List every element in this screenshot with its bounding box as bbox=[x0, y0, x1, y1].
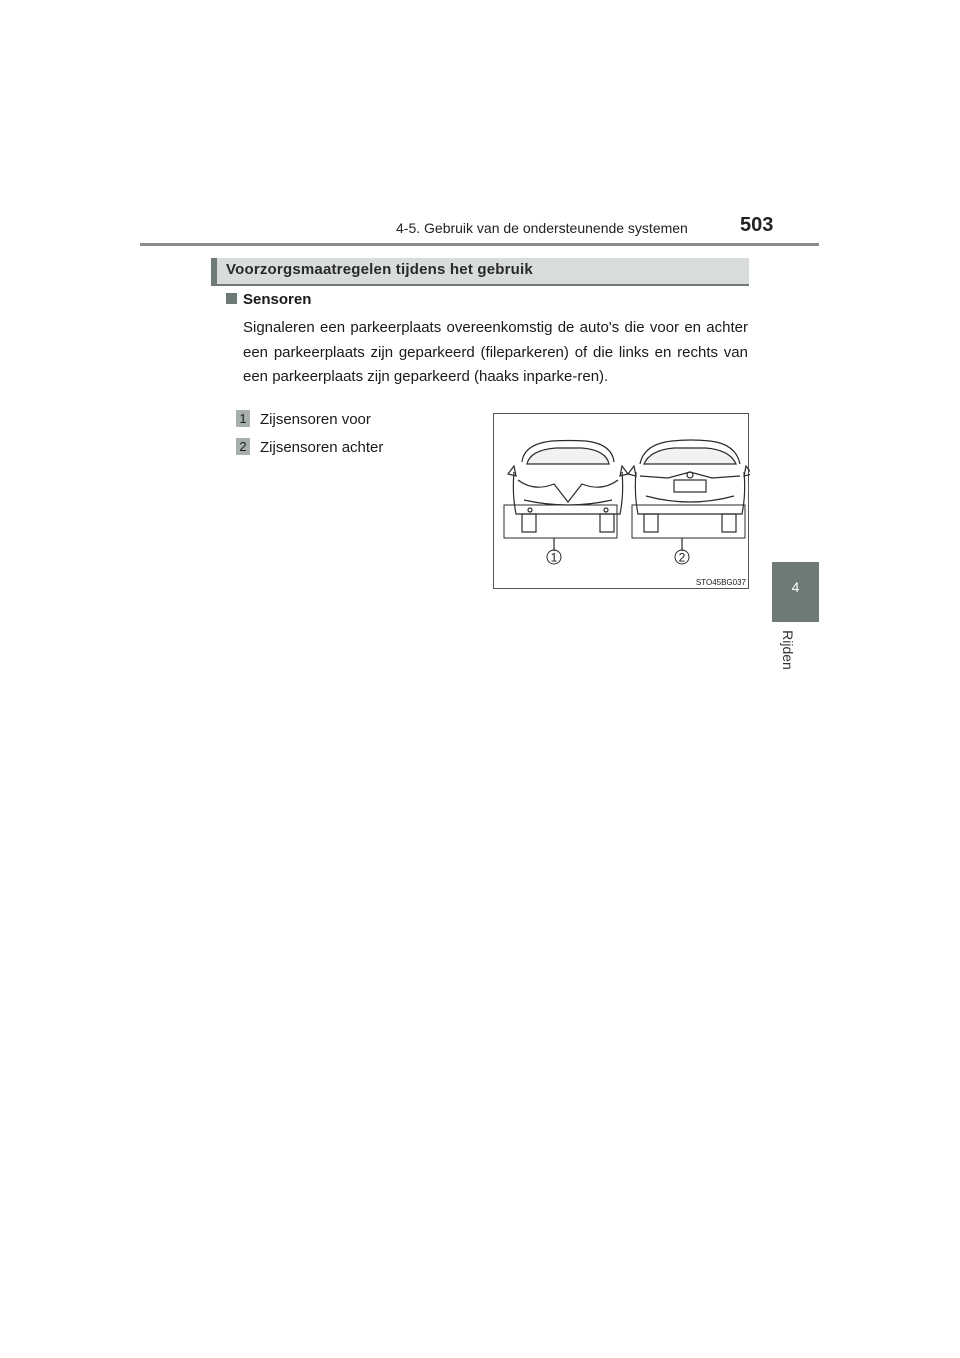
header-section-title: 4-5. Gebruik van de ondersteunende systemen bbox=[396, 220, 688, 236]
header-divider bbox=[140, 243, 819, 246]
front-car-drawing bbox=[508, 441, 628, 533]
chapter-tab bbox=[772, 562, 819, 622]
figure-code: STO45BG037 bbox=[695, 578, 746, 587]
callout-2: 2 bbox=[678, 550, 686, 565]
legend-number: 1 bbox=[236, 410, 250, 427]
section-title: Voorzorgsmaatregelen tijdens het gebruik bbox=[226, 261, 533, 278]
callout-1: 1 bbox=[550, 550, 558, 565]
sensor-illustration bbox=[493, 413, 749, 589]
chapter-number: 4 bbox=[791, 579, 800, 595]
legend-number: 2 bbox=[236, 438, 250, 455]
car-diagram bbox=[494, 414, 750, 590]
legend-label: Zijsensoren voor bbox=[260, 411, 371, 428]
section-title-bar bbox=[211, 258, 749, 286]
rear-car-drawing bbox=[628, 440, 750, 532]
legend-label: Zijsensoren achter bbox=[260, 439, 384, 456]
sub-heading bbox=[226, 291, 311, 308]
legend-item-1 bbox=[236, 410, 371, 428]
sub-heading-text: Sensoren bbox=[243, 291, 312, 308]
page-number: 503 bbox=[740, 214, 774, 236]
chapter-label: Rijden bbox=[780, 630, 796, 670]
body-paragraph: Signaleren een parkeerplaats overeenkomstig de auto's die voor en achter een parkeerplaats zijn geparkeerd (fileparkeren) of die links en rechts van een parkeerplaats zijn geparkeerd (haaks inparke-ren). bbox=[243, 319, 748, 385]
section-accent bbox=[211, 258, 217, 286]
square-bullet-icon bbox=[226, 293, 237, 304]
legend-item-2 bbox=[236, 438, 383, 456]
